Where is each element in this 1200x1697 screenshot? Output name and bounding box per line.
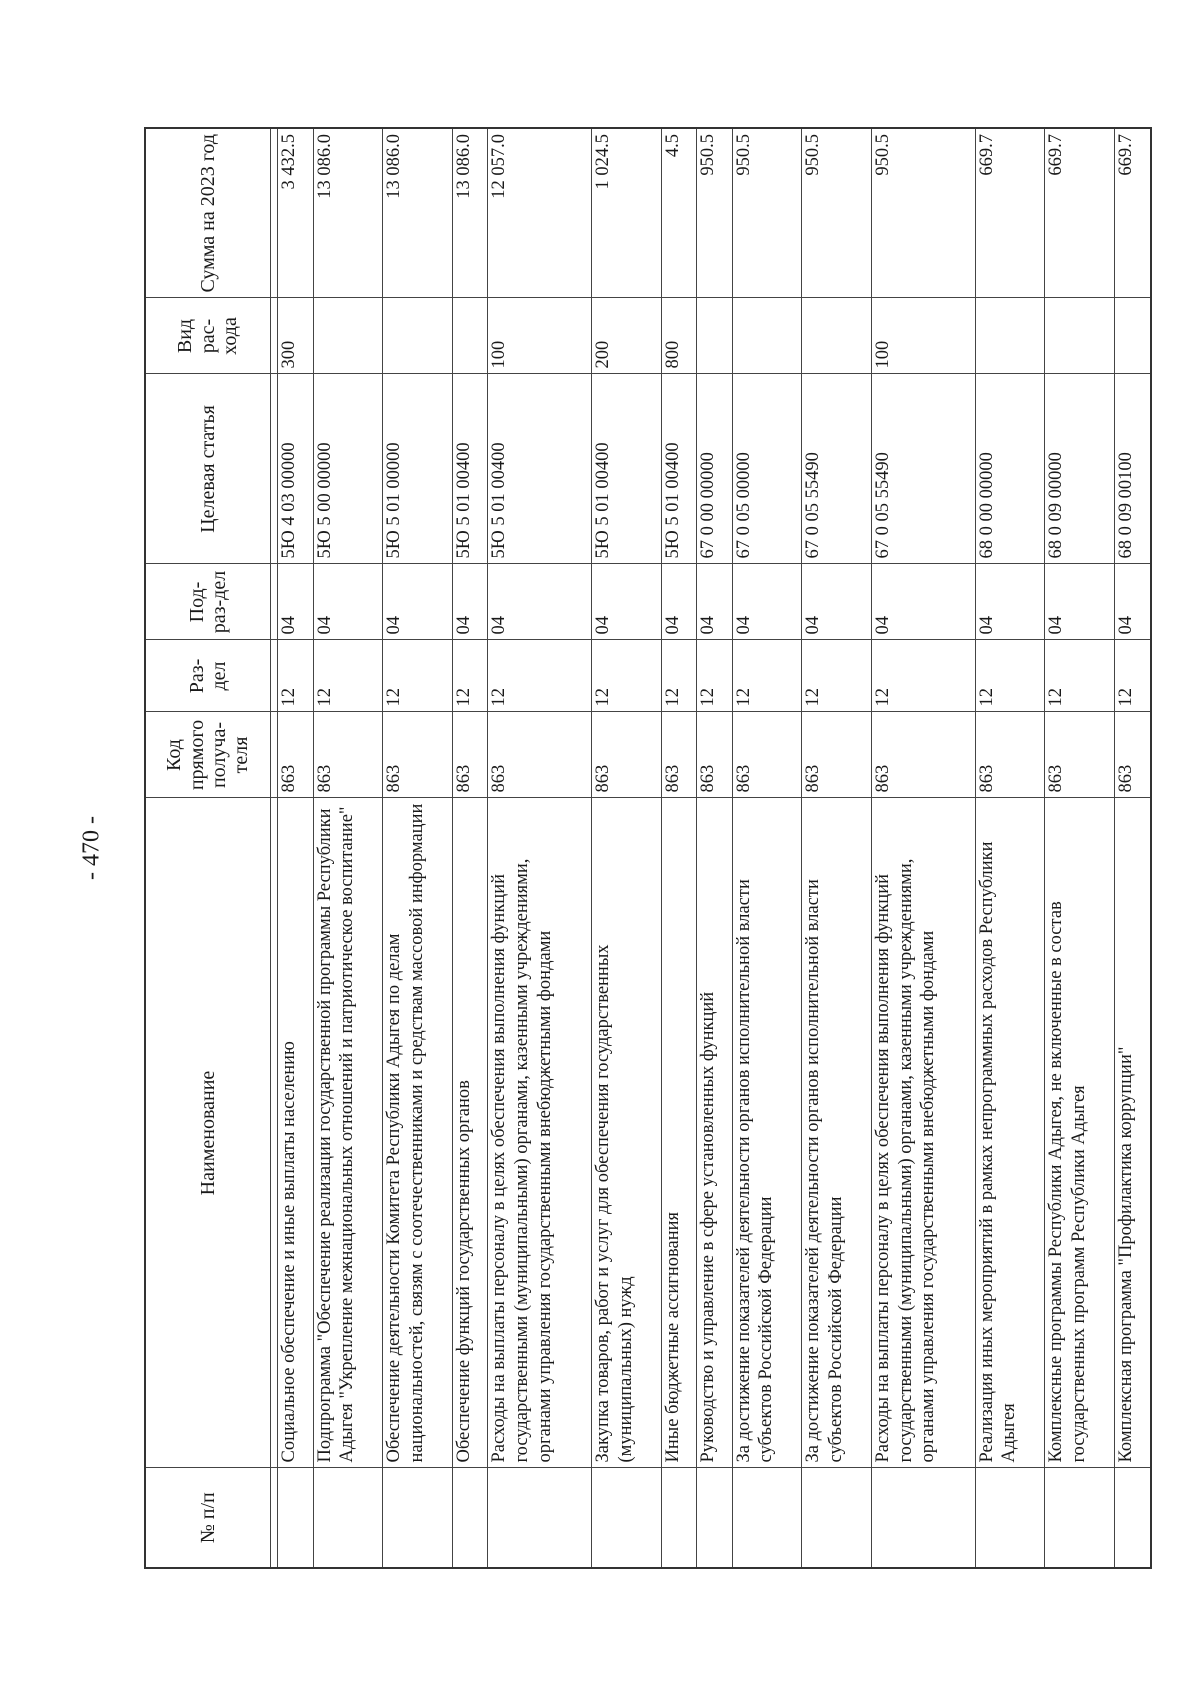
cell-target-article: 68 0 09 00000 [1045,374,1115,564]
cell-expense-type [452,298,488,374]
cell-num [1115,1468,1152,1568]
cell-expense-type [313,298,383,374]
cell-expense-type [383,298,453,374]
cell-amount: 950.5 [872,128,976,298]
table-header [145,128,271,1568]
cell-num [313,1468,383,1568]
cell-target-article: 5Ю 5 01 00400 [592,374,662,564]
table-row [278,128,314,1568]
table-row [697,128,733,1568]
cell-name: Закупка товаров, работ и услуг для обеспечения государственных (муниципальных) нужд [592,798,662,1468]
cell-name: Подпрограмма "Обеспечение реализации государственной программы Республики Адыгея "Укрепление межнациональных отношений и патриотическое воспитание" [313,798,383,1468]
cell-recipient-code: 863 [488,712,592,798]
cell-num [383,1468,453,1568]
cell-recipient-code: 863 [975,712,1045,798]
cell-recipient-code: 863 [661,712,697,798]
header-subsection: Под-раз-дел [145,564,271,640]
cell-amount: 669.7 [1115,128,1152,298]
rotated-page-area [144,129,1152,1569]
cell-subsection: 04 [1045,564,1115,640]
cell-section: 12 [313,640,383,712]
cell-expense-type [697,298,733,374]
cell-target-article: 68 0 09 00100 [1115,374,1152,564]
cell-section: 12 [661,640,697,712]
cell-name: Социальное обеспечение и иные выплаты населению [278,798,314,1468]
header-target-article: Целевая статья [145,374,271,564]
cell-num [975,1468,1045,1568]
cell-name: Расходы на выплаты персоналу в целях обеспечения выполнения функций государственными (муниципальными) органами, казенными учреждениями, органами управления государственными внебюджетными фондами [488,798,592,1468]
table-row [802,128,872,1568]
cell-section: 12 [697,640,733,712]
cell-num [872,1468,976,1568]
cell-recipient-code: 863 [278,712,314,798]
cell-target-article: 67 0 05 55490 [802,374,872,564]
cell-name: Обеспечение функций государственных органов [452,798,488,1468]
cell-recipient-code: 863 [732,712,802,798]
cell-target-article: 67 0 05 00000 [732,374,802,564]
cell-name: Иные бюджетные ассигнования [661,798,697,1468]
cell-amount: 13 086.0 [383,128,453,298]
cell-amount: 669.7 [975,128,1045,298]
cell-name: За достижение показателей деятельности органов исполнительной власти субъектов Российской Федерации [732,798,802,1468]
cell-num [697,1468,733,1568]
spacer-row [271,128,278,1568]
cell-subsection: 04 [278,564,314,640]
cell-subsection: 04 [488,564,592,640]
budget-table [144,127,1152,1569]
cell-amount: 950.5 [697,128,733,298]
cell-num [278,1468,314,1568]
cell-target-article: 5Ю 5 01 00400 [661,374,697,564]
cell-expense-type [1115,298,1152,374]
cell-num [488,1468,592,1568]
cell-subsection: 04 [1115,564,1152,640]
cell-subsection: 04 [661,564,697,640]
table-row [452,128,488,1568]
cell-subsection: 04 [313,564,383,640]
cell-name: Руководство и управление в сфере установленных функций [697,798,733,1468]
cell-target-article: 5Ю 5 01 00000 [383,374,453,564]
cell-recipient-code: 863 [1045,712,1115,798]
cell-amount: 669.7 [1045,128,1115,298]
cell-recipient-code: 863 [1115,712,1152,798]
cell-amount: 3 432.5 [278,128,314,298]
header-num: № п/п [145,1468,271,1568]
cell-amount: 12 057.0 [488,128,592,298]
cell-section: 12 [488,640,592,712]
cell-recipient-code: 863 [313,712,383,798]
page-number: - 470 - [78,816,105,880]
cell-recipient-code: 863 [383,712,453,798]
cell-amount: 13 086.0 [452,128,488,298]
table-row [383,128,453,1568]
cell-num [452,1468,488,1568]
header-row [145,128,271,1568]
cell-name: Комплексная программа "Профилактика коррупции" [1115,798,1152,1468]
table-body [271,128,1152,1568]
cell-num [732,1468,802,1568]
cell-name: Комплексные программы Республики Адыгея, не включенные в состав государственных программ Республики Адыгея [1045,798,1115,1468]
cell-amount: 950.5 [732,128,802,298]
table-row [732,128,802,1568]
table-wrapper [144,129,1152,1569]
cell-section: 12 [278,640,314,712]
cell-subsection: 04 [732,564,802,640]
cell-num [661,1468,697,1568]
cell-recipient-code: 863 [452,712,488,798]
cell-expense-type [975,298,1045,374]
table-row [1045,128,1115,1568]
cell-name: Расходы на выплаты персоналу в целях обеспечения выполнения функций государственными (муниципальными) органами, казенными учреждениями, органами управления государственными внебюджетными фондами [872,798,976,1468]
cell-amount: 13 086.0 [313,128,383,298]
cell-section: 12 [975,640,1045,712]
cell-subsection: 04 [452,564,488,640]
cell-expense-type: 200 [592,298,662,374]
header-section: Раз-дел [145,640,271,712]
cell-target-article: 67 0 00 00000 [697,374,733,564]
cell-target-article: 67 0 05 55490 [872,374,976,564]
header-recipient-code: Код прямого получа-теля [145,712,271,798]
cell-target-article: 68 0 00 00000 [975,374,1045,564]
cell-num [1045,1468,1115,1568]
table-row [488,128,592,1568]
cell-target-article: 5Ю 5 01 00400 [488,374,592,564]
cell-subsection: 04 [872,564,976,640]
cell-section: 12 [383,640,453,712]
cell-name: За достижение показателей деятельности органов исполнительной власти субъектов Российской Федерации [802,798,872,1468]
cell-num [592,1468,662,1568]
cell-section: 12 [872,640,976,712]
table-row [975,128,1045,1568]
cell-subsection: 04 [592,564,662,640]
cell-section: 12 [732,640,802,712]
table-row [661,128,697,1568]
cell-expense-type: 100 [488,298,592,374]
cell-section: 12 [1045,640,1115,712]
cell-recipient-code: 863 [802,712,872,798]
cell-subsection: 04 [697,564,733,640]
table-row [1115,128,1152,1568]
header-name: Наименование [145,798,271,1468]
cell-amount: 950.5 [802,128,872,298]
cell-amount: 4.5 [661,128,697,298]
cell-recipient-code: 863 [592,712,662,798]
cell-amount: 1 024.5 [592,128,662,298]
cell-subsection: 04 [802,564,872,640]
cell-num [802,1468,872,1568]
table-row [872,128,976,1568]
cell-name: Реализация иных мероприятий в рамках непрограммных расходов Республики Адыгея [975,798,1045,1468]
cell-expense-type [732,298,802,374]
cell-target-article: 5Ю 4 03 00000 [278,374,314,564]
cell-subsection: 04 [975,564,1045,640]
cell-section: 12 [592,640,662,712]
header-amount: Сумма на 2023 год [145,128,271,298]
cell-expense-type [1045,298,1115,374]
cell-subsection: 04 [383,564,453,640]
cell-expense-type: 800 [661,298,697,374]
cell-target-article: 5Ю 5 01 00400 [452,374,488,564]
cell-recipient-code: 863 [697,712,733,798]
cell-expense-type: 300 [278,298,314,374]
cell-section: 12 [452,640,488,712]
cell-expense-type: 100 [872,298,976,374]
cell-name: Обеспечение деятельности Комитета Республики Адыгея по делам национальностей, связям с соотечественниками и средствам массовой информации [383,798,453,1468]
cell-section: 12 [1115,640,1152,712]
cell-expense-type [802,298,872,374]
cell-target-article: 5Ю 5 00 00000 [313,374,383,564]
header-expense-type: Вид рас-хода [145,298,271,374]
cell-section: 12 [802,640,872,712]
cell-recipient-code: 863 [872,712,976,798]
table-row [592,128,662,1568]
table-row [313,128,383,1568]
